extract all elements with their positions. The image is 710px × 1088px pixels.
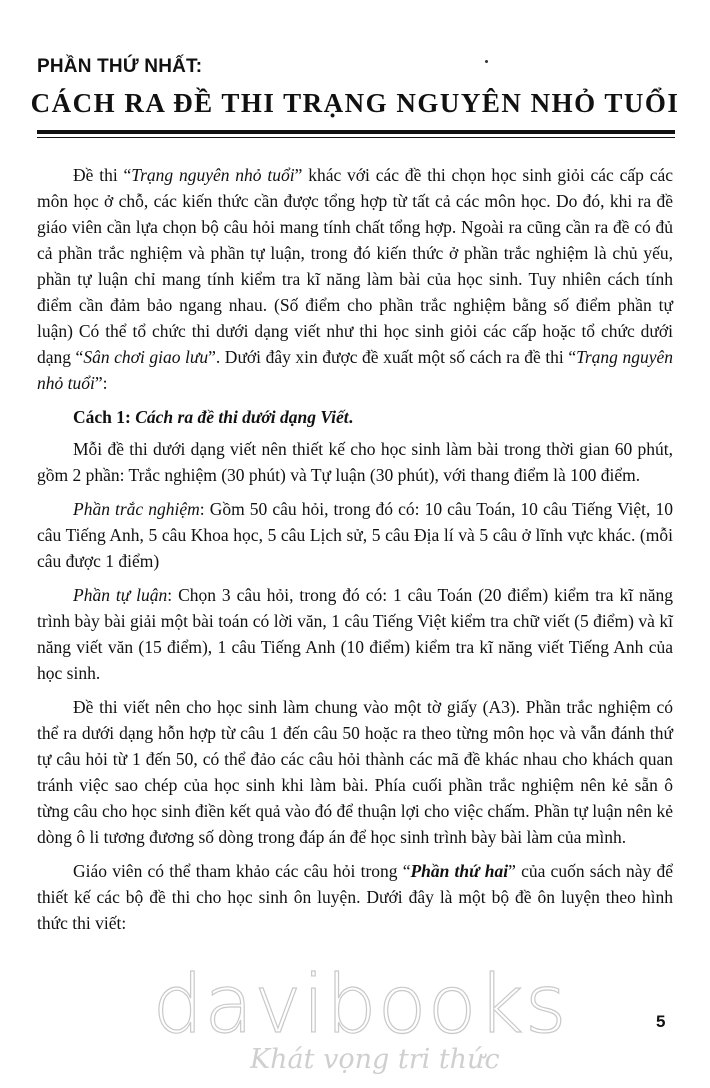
essay-paragraph: Phần tự luận: Chọn 3 câu hỏi, trong đó có: 1 câu Toán (20 điểm) kiểm tra kĩ năng trình bày bài giải một bài toán có lời văn, 1 câu Tiếng Việt kiểm tra chữ viết (5 điểm) và kĩ năng viết văn (15 điểm), 1 câu Tiếng Anh (10 điểm) kiểm tra kĩ năng viết Tiếng Anh của học sinh. — [37, 585, 673, 683]
multiple-choice-label: Phần trắc nghiệm — [73, 499, 200, 519]
exam-format-paragraph: Mỗi đề thi dưới dạng viết nên thiết kế cho học sinh làm bài trong thời gian 60 phút, gồm 2 phần: Trắc nghiệm (30 phút) và Tự luận (30 phút), với thang điểm là 100 điểm. — [37, 439, 673, 485]
event-name-ref: Sân chơi giao lưu — [83, 347, 209, 367]
essay-label: Phần tự luận — [73, 585, 168, 605]
method-label: Cách 1 — [73, 407, 126, 427]
chapter-title: CÁCH RA ĐỀ THI TRẠNG NGUYÊN NHỎ TUỔI — [30, 88, 680, 118]
book-title-ref-2: Trạng nguyên nhỏ tuổi — [37, 347, 673, 393]
answer-sheet-paragraph: Đề thi viết nên cho học sinh làm chung vào một tờ giấy (A3). Phần trắc nghiệm có thể ra dưới dạng hỗn hợp từ câu 1 đến câu 50 hoặc ra theo từng môn học và vẫn đánh thứ tự câu hỏi từ 1 đến 50, có thể đảo các câu hỏi thành các mã đề khác nhau cho khách quan tránh việc sao chép của học sinh khi làm bài. Phía cuối phần trắc nghiệm nên kẻ sẵn ô từng câu cho học sinh điền kết quả vào đó để thuận lợi cho việc chấm. Phần tự luận nên kẻ dòng ô li tương đương số dòng trong đáp án để học sinh trình bày bài làm của mình. — [37, 697, 673, 847]
print-speck — [485, 60, 488, 63]
book-title-ref: Trạng nguyên nhỏ tuổi — [131, 165, 295, 185]
title-rule-thin — [37, 137, 675, 138]
method-heading: Cách 1: Cách ra đề thi dưới dạng Viết. — [73, 407, 353, 427]
watermark-tagline: Khát vọng tri thức — [250, 1044, 500, 1075]
intro-paragraph: Đề thi “Trạng nguyên nhỏ tuổi” khác với các đề thi chọn học sinh giỏi các cấp các môn học ở chỗ, các kiến thức cần được tổng hợp từ tất cả các môn học. Do đó, khi ra đề giáo viên cần lựa chọn bộ câu hỏi mang tính chất tổng hợp. Ngoài ra cũng cần ra đề có đủ cả phần trắc nghiệm và phần tự luận, trong đó kiến thức ở phần trắc nghiệm là chủ yếu, phần tự luận chỉ mang tính kiểm tra kĩ năng làm bài của học sinh. Tuy nhiên cách tính điểm cần đảm bảo ngang nhau. (Số điểm cho phần trắc nghiệm bằng số điểm phần tự luận) Có thể tổ chức thi dưới dạng viết như thi học sinh giỏi các cấp hoặc tổ chức dưới dạng “Sân chơi giao lưu”. Dưới đây xin được đề xuất một số cách ra đề thi “Trạng nguyên nhỏ tuổi”: — [37, 165, 673, 393]
multiple-choice-paragraph: Phần trắc nghiệm: Gồm 50 câu hỏi, trong đó có: 10 câu Toán, 10 câu Tiếng Việt, 10 câu Tiếng Anh, 5 câu Khoa học, 5 câu Lịch sử, 5 câu Địa lí và 5 câu ở lĩnh vực khác. (mỗi câu được 1 điểm) — [37, 499, 673, 571]
part-two-ref: Phần thứ hai — [410, 861, 509, 881]
part-label: PHẦN THỨ NHẤT: — [37, 56, 203, 77]
watermark-logo: davibooks — [152, 958, 568, 1051]
method-title: Cách ra đề thi dưới dạng Viết — [135, 407, 349, 427]
page-number: 5 — [656, 1012, 666, 1031]
page-body — [37, 162, 673, 944]
title-rule-thick — [37, 130, 675, 134]
reference-paragraph: Giáo viên có thể tham khảo các câu hỏi trong “Phần thứ hai” của cuốn sách này để thiết kế các bộ đề thi cho học sinh ôn luyện. Dưới đây là một bộ đề ôn luyện theo hình thức thi viết: — [37, 861, 673, 933]
